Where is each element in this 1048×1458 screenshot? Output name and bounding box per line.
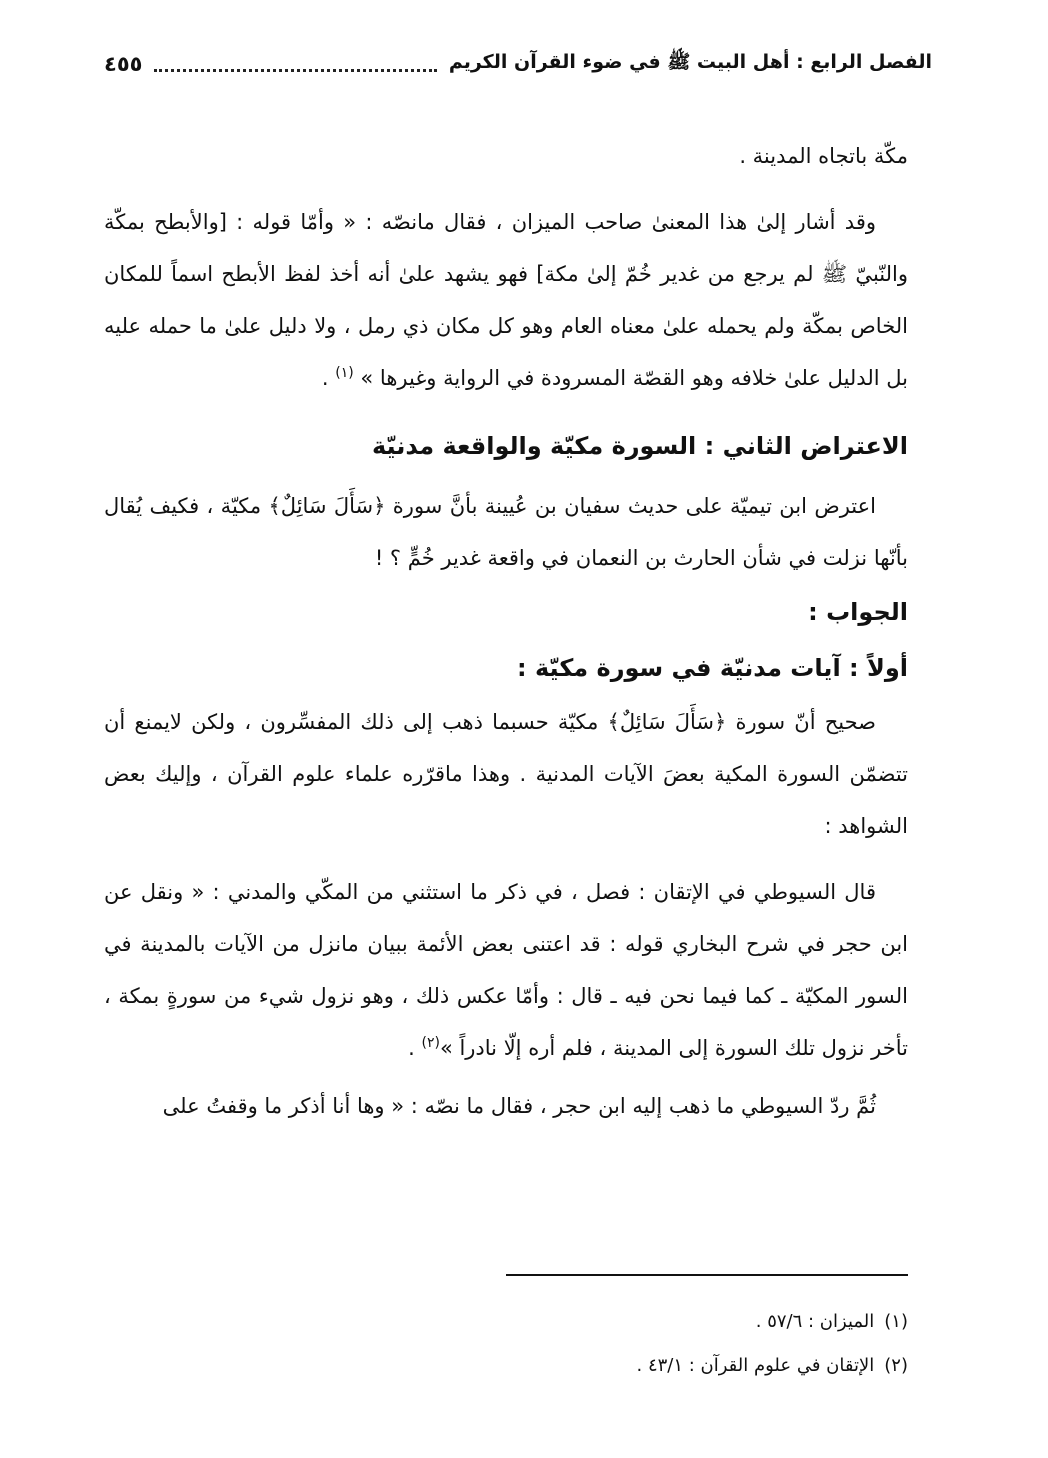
paragraph-suyuti-reply: ثُمَّ ردّ السيوطي ما ذهب إليه ابن حجر ، فقال ما نصّه : « وها أنا أذكر ما وقفتُ على xyxy=(162,1094,876,1118)
heading-first-point: أولاً : آيات مدنيّة في سورة مكيّة : xyxy=(517,654,908,682)
page-number: ٤٥٥ xyxy=(104,52,143,76)
paragraph-mizan-quote xyxy=(104,196,908,404)
footnote-text: الإتقان في علوم القرآن : ٤٣/١ . xyxy=(636,1355,875,1376)
footnote-number: (٢) xyxy=(884,1355,908,1376)
paragraph-continuation: مكّة باتجاه المدينة . xyxy=(739,144,908,168)
footnote-ref-2[interactable]: (٢) xyxy=(421,1035,440,1051)
running-header xyxy=(104,44,932,84)
footnote-1 xyxy=(104,1300,908,1344)
footnote-separator xyxy=(506,1274,908,1276)
heading-answer: الجواب : xyxy=(808,598,908,626)
paragraph-suyuti-itqan xyxy=(104,866,908,1074)
paragraph-end: . xyxy=(408,1036,422,1060)
paragraph-ibn-taymiyya: اعترض ابن تيميّة على حديث سفيان بن عُيينة بأنَّ سورة ﴿سَأَلَ سَائِلٌ﴾ مكيّة ، فكيف يُقال بأنّها نزلت في شأن الحارث بن النعمان في واقعة غدير خُمٍّ ؟ ! xyxy=(104,494,908,570)
book-page xyxy=(104,0,932,1458)
chapter-title: الفصل الرابع : أهل البيت ﷺ في ضوء القرآن الكريم xyxy=(448,51,932,73)
footnote-text: الميزان : ٥٧/٦ . xyxy=(755,1311,875,1332)
page-body xyxy=(104,130,908,1132)
paragraph-text: وقد أشار إلىٰ هذا المعنىٰ صاحب الميزان ، فقال مانصّه : « وأمّا قوله : [والأبطح بمكّة والنّبيّ ﷺ لم يرجع من غدير خُمّ إلىٰ مكة] فهو يشهد علىٰ أنه أخذ لفظ الأبطح اسماً للمكان الخاص بمكّة ولم يحمله علىٰ معناه العام وهو كل مكان ذي رمل ، ولا دليل علىٰ ما حمله عليه بل الدليل علىٰ خلافه وهو القصّة المسرودة في الرواية وغيرها » xyxy=(104,210,908,390)
paragraph-text: قال السيوطي في الإتقان : فصل ، في ذكر ما استثني من المكّي والمدني : « ونقل عن ابن حجر في شرح البخاري قوله : قد اعتنى بعض الأئمة ببيان مانزل من الآيات بالمدينة في السور المكيّة ـ كما فيما نحن فيه ـ قال : وأمّا عكس ذلك ، وهو نزول شيء من سورةٍ بمكة ، تأخر نزول تلك السورة إلى المدينة ، فلم أره إلّا نادراً » xyxy=(104,880,908,1060)
footnote-ref-1[interactable]: (١) xyxy=(335,365,354,381)
footnote-number: (١) xyxy=(884,1311,908,1332)
section-heading-second-objection: الاعتراض الثاني : السورة مكيّة والواقعة مدنيّة xyxy=(372,432,908,460)
paragraph-surah-medinan-verses: صحيح أنّ سورة ﴿سَأَلَ سَائِلٌ﴾ مكيّة حسبما ذهب إلى ذلك المفسِّرون ، ولكن لايمنع أن تتضمّن السورة المكية بعضَ الآيات المدنية . وهذا ماقرّره علماء علوم القرآن ، وإليك بعض الشواهد : xyxy=(104,710,908,838)
paragraph-end: . xyxy=(321,366,336,390)
footnote-2 xyxy=(104,1344,908,1388)
dotted-leader xyxy=(154,69,436,72)
footnotes xyxy=(104,1300,908,1388)
